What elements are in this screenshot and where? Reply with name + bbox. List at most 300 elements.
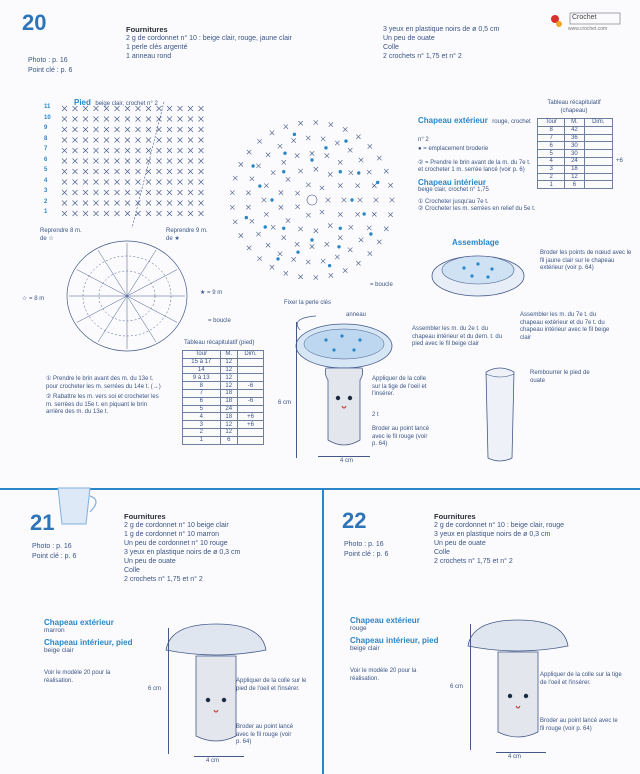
stitch-mark (368, 251, 372, 255)
table-header-cell: M. (220, 351, 238, 359)
supply-line: 1 perle clés argenté (126, 44, 188, 51)
chapeau-int-step: ① Crocheter jusqu'au 7e t. (418, 198, 489, 205)
row-number: 2 (44, 198, 48, 205)
model-20-key-ref: Point clé : p. 6 (28, 67, 73, 74)
table-cell (238, 436, 264, 444)
stitch-mark (338, 183, 342, 187)
stitch-mark (167, 169, 172, 174)
table-header-cell: Dim. (584, 119, 612, 127)
pied-note: ① Prendre le brin avant des m. du 13e t. pour crocheter les m. serrées du 14e t. (→) (46, 376, 161, 390)
stitch-mark (320, 210, 324, 214)
stitch-mark (306, 136, 310, 140)
stitch-mark (359, 158, 363, 162)
stitch-mark (167, 201, 172, 206)
supply-line: Colle (124, 567, 140, 574)
embroidery-dot (264, 225, 267, 228)
stitch-mark (188, 138, 193, 143)
chapeau-int-color: beige clair (44, 647, 74, 654)
stitch-mark (372, 183, 376, 187)
stitch-mark (167, 117, 172, 122)
table-cell: 18 (220, 389, 238, 397)
embroidery-dot (293, 133, 296, 136)
stitch-mark (295, 242, 299, 246)
stitch-mark (367, 226, 371, 230)
stitch-mark (94, 159, 99, 164)
spoke-line (127, 250, 156, 296)
stitch-mark (167, 106, 172, 111)
stitch-mark (136, 106, 141, 111)
stitch-mark (377, 240, 381, 244)
stitch-mark (125, 159, 130, 164)
stitch-mark (104, 201, 109, 206)
stitch-mark (178, 148, 183, 153)
stitch-mark (104, 127, 109, 132)
supply-line: 3 yeux en plastique noirs de ø 0,3 cm (434, 531, 551, 538)
brand-logo (548, 10, 628, 34)
center-ring (307, 195, 317, 205)
stitch-mark (146, 169, 151, 174)
stitch-mark (348, 148, 352, 152)
stitch-mark (73, 106, 78, 111)
stitch-mark (355, 183, 359, 187)
mushroom-20-note: 2 t (372, 412, 379, 418)
pied-title: Pied (74, 98, 91, 107)
supply-line: 2 g de cordonnet n° 10 : beige clair, rouge (434, 522, 565, 529)
stitch-mark (104, 159, 109, 164)
row-number: 11 (44, 104, 51, 110)
stitch-mark (343, 127, 347, 131)
chapeau-ext-steps: ② = Prendre le brin avant de la m. du 7e t. et crocheter 1 m. serrée lancé (voir p. 6) (418, 159, 531, 173)
stitch-mark (199, 117, 204, 122)
stitch-mark (306, 183, 310, 187)
stitch-mark (73, 117, 78, 122)
table-cell (238, 428, 264, 436)
pied-note: ② Rabattre les m. vers soi et crocheter les m. serrées du 15e t. en piquant le brin arrière des m. du 13e t. (46, 394, 159, 415)
chapeau-ext-title: Chapeau extérieur (44, 618, 114, 627)
stitch-mark (104, 138, 109, 143)
table-cell: 18 (565, 165, 584, 173)
embroidery-dot (328, 264, 331, 267)
stitch-mark (282, 235, 286, 239)
table-cell: 12 (220, 421, 238, 429)
stitch-mark (266, 243, 270, 247)
stitch-mark (83, 211, 88, 216)
stitch-mark (94, 106, 99, 111)
hat-stitch-chart (222, 112, 402, 288)
spoke-line (77, 270, 127, 297)
chapeau-ext-title: Chapeau extérieur (418, 116, 488, 125)
stitch-mark (73, 211, 78, 216)
model-20-supplies-cont (383, 25, 553, 61)
stitch-mark (104, 148, 109, 153)
stitch-mark (356, 135, 360, 139)
model-22-supplies (434, 512, 634, 566)
see-model-note: Voir le modèle 20 pour la réalisation. (350, 668, 417, 682)
stitch-mark (298, 227, 302, 231)
row-number: 1 (44, 209, 48, 215)
stitch-mark (125, 117, 130, 122)
stitch-mark (167, 211, 172, 216)
stitch-mark (329, 273, 333, 277)
stitch-mark (188, 117, 193, 122)
table-cell: 30 (565, 150, 584, 158)
mushroom-20-note: Appliquer de la colle sur la tige de l'oeil et l'insérer. (372, 376, 427, 397)
stitch-mark (356, 261, 360, 265)
table-cell: 36 (565, 134, 584, 142)
stitch-mark (157, 159, 162, 164)
stitch-mark (250, 177, 254, 181)
stitch-mark (368, 144, 372, 148)
stitch-mark (146, 117, 151, 122)
embroidery-dot (282, 170, 285, 173)
stitch-mark (199, 201, 204, 206)
brand-name: Crochet (572, 14, 597, 21)
stitch-mark (62, 106, 67, 111)
table-cell: 7 (183, 389, 221, 397)
stitch-mark (233, 176, 237, 180)
stitch-mark (146, 201, 151, 206)
row-number: 7 (44, 146, 48, 152)
stitch-mark (278, 252, 282, 256)
table-cell: 5 (538, 150, 565, 158)
reprendre-right: Reprendre 9 m. de ★ (166, 228, 208, 242)
mushroom-21-width: 4 cm (206, 758, 220, 764)
table-row (183, 421, 264, 429)
stitch-mark (178, 106, 183, 111)
table-header-row (183, 351, 264, 359)
table-cell: 24 (565, 157, 584, 165)
width-line (194, 756, 244, 757)
stitch-mark (188, 211, 193, 216)
table-cell (238, 366, 264, 374)
model-22-parts (350, 616, 470, 683)
table-cell: -6 (238, 382, 264, 390)
stitch-mark (257, 256, 261, 260)
stitch-mark (271, 170, 275, 174)
stitch-mark (329, 122, 333, 126)
stitch-mark (284, 124, 288, 128)
stitch-mark (83, 169, 88, 174)
stitch-mark (62, 127, 67, 132)
mushroom-20-width: 4 cm (340, 458, 354, 464)
stitch-mark (62, 159, 67, 164)
stitch-mark (359, 238, 363, 242)
spoke-line (127, 296, 177, 323)
embroidery-dot (270, 198, 273, 201)
stitch-mark (286, 177, 290, 181)
recap-stem-title: Tableau récapitulatif (pied) (184, 340, 255, 346)
stitch-mark (136, 180, 141, 185)
stitch-mark (83, 148, 88, 153)
stitch-mark (178, 138, 183, 143)
model-22-number: 22 (342, 508, 367, 533)
stitch-mark (136, 127, 141, 132)
width-line (318, 456, 370, 457)
stitch-mark (115, 190, 120, 195)
chapeau-int-color: beige clair, crochet n° 1,75 (418, 187, 489, 193)
stitch-mark (115, 211, 120, 216)
column-divider (322, 489, 324, 774)
stitch-mark (146, 127, 151, 132)
stitch-mark (282, 160, 286, 164)
stitch-mark (314, 120, 318, 124)
recap-stem-table (182, 350, 264, 445)
stitch-mark (115, 106, 120, 111)
supplies-title: Fournitures (434, 512, 476, 521)
assemblage-hat-drawing (428, 248, 528, 308)
mushroom-22-note: Broder au point lancé avec le fil rouge (voir p. 64) (540, 718, 618, 732)
embroidery-dot (276, 257, 279, 260)
stitch-mark (125, 211, 130, 216)
chapeau-int-step: ② Crocheter les m. serrées en relief du 5e t. (418, 206, 536, 212)
stitch-mark (178, 117, 183, 122)
stitch-mark (83, 106, 88, 111)
stitch-mark (73, 180, 78, 185)
stitch-mark (94, 138, 99, 143)
table-cell (238, 405, 264, 413)
table-cell: 42 (565, 126, 584, 134)
spoke-line (98, 250, 127, 296)
stitch-mark (188, 180, 193, 185)
mushroom-22-height: 6 cm (450, 684, 464, 690)
stitch-mark (306, 260, 310, 264)
stitch-mark (355, 212, 359, 216)
stitch-mark (73, 201, 78, 206)
table-header-cell: Tour (183, 351, 221, 359)
stitch-mark (167, 138, 172, 143)
chapeau-int-title: Chapeau intérieur (418, 178, 487, 187)
stitch-mark (199, 138, 204, 143)
stitch-mark (247, 150, 251, 154)
stitch-mark (246, 191, 250, 195)
stitch-mark (188, 106, 193, 111)
stitch-mark (83, 201, 88, 206)
stitch-mark (239, 233, 243, 237)
model-20-supplies (126, 25, 356, 61)
chapeau-ext-color: rouge, crochet n° 2 (418, 119, 531, 143)
table-cell (584, 157, 612, 165)
supply-line: Colle (383, 44, 399, 51)
stitch-mark (328, 172, 332, 176)
stitch-mark (157, 180, 162, 185)
mushroom-21-note: Broder au point lancé avec le fil rouge (voir p. 64) (236, 724, 294, 745)
stitch-mark (188, 190, 193, 195)
stitch-mark (295, 154, 299, 158)
stitch-mark (136, 190, 141, 195)
stitch-mark (167, 127, 172, 132)
stitch-mark (125, 106, 130, 111)
assemblage-note: Rembourrer le pied de ouate (530, 370, 590, 384)
height-line (470, 624, 471, 750)
row-number: 10 (44, 114, 51, 121)
stitch-mark (314, 167, 318, 171)
stitch-mark (115, 117, 120, 122)
stitch-mark (136, 117, 141, 122)
stitch-mark (94, 117, 99, 122)
model-21-parts (44, 618, 164, 685)
chapeau-ext-color: marron (44, 627, 65, 634)
model-22-photo-ref: Photo : p. 16 (344, 541, 384, 548)
stitch-mark (167, 190, 172, 195)
embroidery-dot (282, 227, 285, 230)
model-21-supplies (124, 512, 314, 584)
mushroom-21-note: Appliquer de la colle sur le pied de l'oeil et l'insérer. (236, 678, 307, 692)
stitch-mark (73, 138, 78, 143)
stitch-mark (264, 183, 268, 187)
stitch-mark (270, 131, 274, 135)
supply-line: 2 crochets n° 1,75 et n° 2 (383, 53, 462, 60)
stitch-mark (157, 148, 162, 153)
stitch-mark (256, 164, 260, 168)
model-22-key-ref: Point clé : p. 6 (344, 551, 389, 558)
model-21-key-ref: Point clé : p. 6 (32, 553, 77, 560)
stitch-mark (349, 225, 353, 229)
table-cell: 24 (220, 405, 238, 413)
table-cell: 7 (538, 134, 565, 142)
stitch-mark (94, 190, 99, 195)
table-cell: 6 (183, 397, 221, 405)
stitch-mark (199, 190, 204, 195)
mushroom-20-note: Broder au point lancé avec le fil rouge (voir p. 64) (372, 426, 430, 447)
supply-line: Un peu de ouate (124, 558, 176, 565)
stitch-mark (199, 180, 204, 185)
stitch-mark (125, 148, 130, 153)
supply-line: 2 crochets n° 1,75 et n° 2 (434, 558, 513, 565)
table-cell: +6 (238, 421, 264, 429)
stitch-mark (343, 268, 347, 272)
stitch-mark (104, 180, 109, 185)
stitch-mark (257, 139, 261, 143)
stitch-mark (157, 190, 162, 195)
table-row (538, 165, 613, 173)
row-number: 6 (44, 156, 48, 163)
table-header-cell: Tour (538, 119, 565, 127)
stitch-mark (115, 169, 120, 174)
embroidery-dot (310, 238, 313, 241)
stitch-mark (125, 138, 130, 143)
stitch-mark (270, 265, 274, 269)
chapeau-int-color: beige clair (350, 645, 380, 652)
stitch-mark (115, 148, 120, 153)
table-cell (584, 165, 612, 173)
table-cell: 9 à 13 (183, 374, 221, 382)
row-number: 8 (44, 135, 48, 142)
supply-line: 3 yeux en plastique noirs de ø 0,3 cm (124, 549, 241, 556)
stitch-mark (188, 127, 193, 132)
stitch-mark (335, 255, 339, 259)
stitch-mark (125, 190, 130, 195)
stitch-mark (178, 190, 183, 195)
pied-stitch-chart (44, 100, 214, 230)
table-cell: 12 (220, 428, 238, 436)
table-cell (238, 358, 264, 366)
stitch-mark (342, 198, 346, 202)
stitch-mark (136, 148, 141, 153)
stitch-mark (146, 211, 151, 216)
stitch-mark (62, 201, 67, 206)
stitch-mark (338, 160, 342, 164)
model-20-photo-ref: Photo : p. 16 (28, 57, 68, 64)
chapeau-int-block (418, 178, 536, 214)
stitch-mark (178, 180, 183, 185)
stitch-mark (62, 190, 67, 195)
table-cell: 4 (538, 157, 565, 165)
stitch-mark (388, 183, 392, 187)
table-cell: 15 à 17 (183, 358, 221, 366)
stitch-mark (104, 106, 109, 111)
stitch-mark (262, 198, 266, 202)
table-cell: 3 (183, 421, 221, 429)
height-line (296, 322, 297, 458)
stitch-mark (246, 205, 250, 209)
stitch-mark (125, 127, 130, 132)
spoke-line (127, 296, 156, 342)
stitch-mark (62, 117, 67, 122)
table-cell (238, 374, 264, 382)
stitch-mark (146, 148, 151, 153)
stitch-mark (384, 227, 388, 231)
assemblage-note: Broder les points de nœud avec le fil jaune clair sur le chapeau extérieur (voir p. 64) (540, 250, 632, 271)
pied-base-chart (52, 236, 202, 356)
see-model-note: Voir le modèle 20 pour la réalisation. (44, 670, 111, 684)
chapeau-int-title: Chapeau intérieur, pied (350, 636, 439, 645)
stitch-mark (230, 205, 234, 209)
table-cell: 1 (538, 181, 565, 189)
embroidery-dot (369, 232, 372, 235)
width-line (496, 752, 546, 753)
stitch-mark (94, 127, 99, 132)
stitch-mark (94, 211, 99, 216)
stitch-mark (73, 148, 78, 153)
table-cell: 12 (220, 374, 238, 382)
table-cell (584, 126, 612, 134)
stitch-mark (62, 211, 67, 216)
stitch-mark (157, 106, 162, 111)
stitch-mark (321, 137, 325, 141)
stitch-mark (338, 235, 342, 239)
stitch-mark (388, 212, 392, 216)
model-21-cup-icon (48, 478, 104, 530)
stitch-mark (310, 244, 314, 248)
stitch-mark (146, 138, 151, 143)
table-cell (584, 134, 612, 142)
stitch-mark (157, 169, 162, 174)
embroidery-dot (357, 171, 360, 174)
stitch-mark (167, 159, 172, 164)
stitch-mark (146, 106, 151, 111)
stitch-mark (284, 271, 288, 275)
embroidery-dot (245, 216, 248, 219)
table-cell: 18 (220, 397, 238, 405)
stitch-mark (157, 201, 162, 206)
stitch-mark (239, 162, 243, 166)
stitch-mark (271, 225, 275, 229)
stitch-mark (199, 127, 204, 132)
recap-hat-table (537, 118, 613, 189)
table-cell (584, 142, 612, 150)
stitch-mark (104, 211, 109, 216)
stitch-mark (279, 190, 283, 194)
table-cell: 6 (565, 181, 584, 189)
table-cell: 30 (565, 142, 584, 150)
stitch-mark (349, 170, 353, 174)
table-cell: 8 (538, 126, 565, 134)
stitch-mark (146, 180, 151, 185)
embroidery-dot (344, 139, 347, 142)
stitch-mark (157, 138, 162, 143)
stitch-mark (247, 246, 251, 250)
table-cell: 12 (220, 358, 238, 366)
